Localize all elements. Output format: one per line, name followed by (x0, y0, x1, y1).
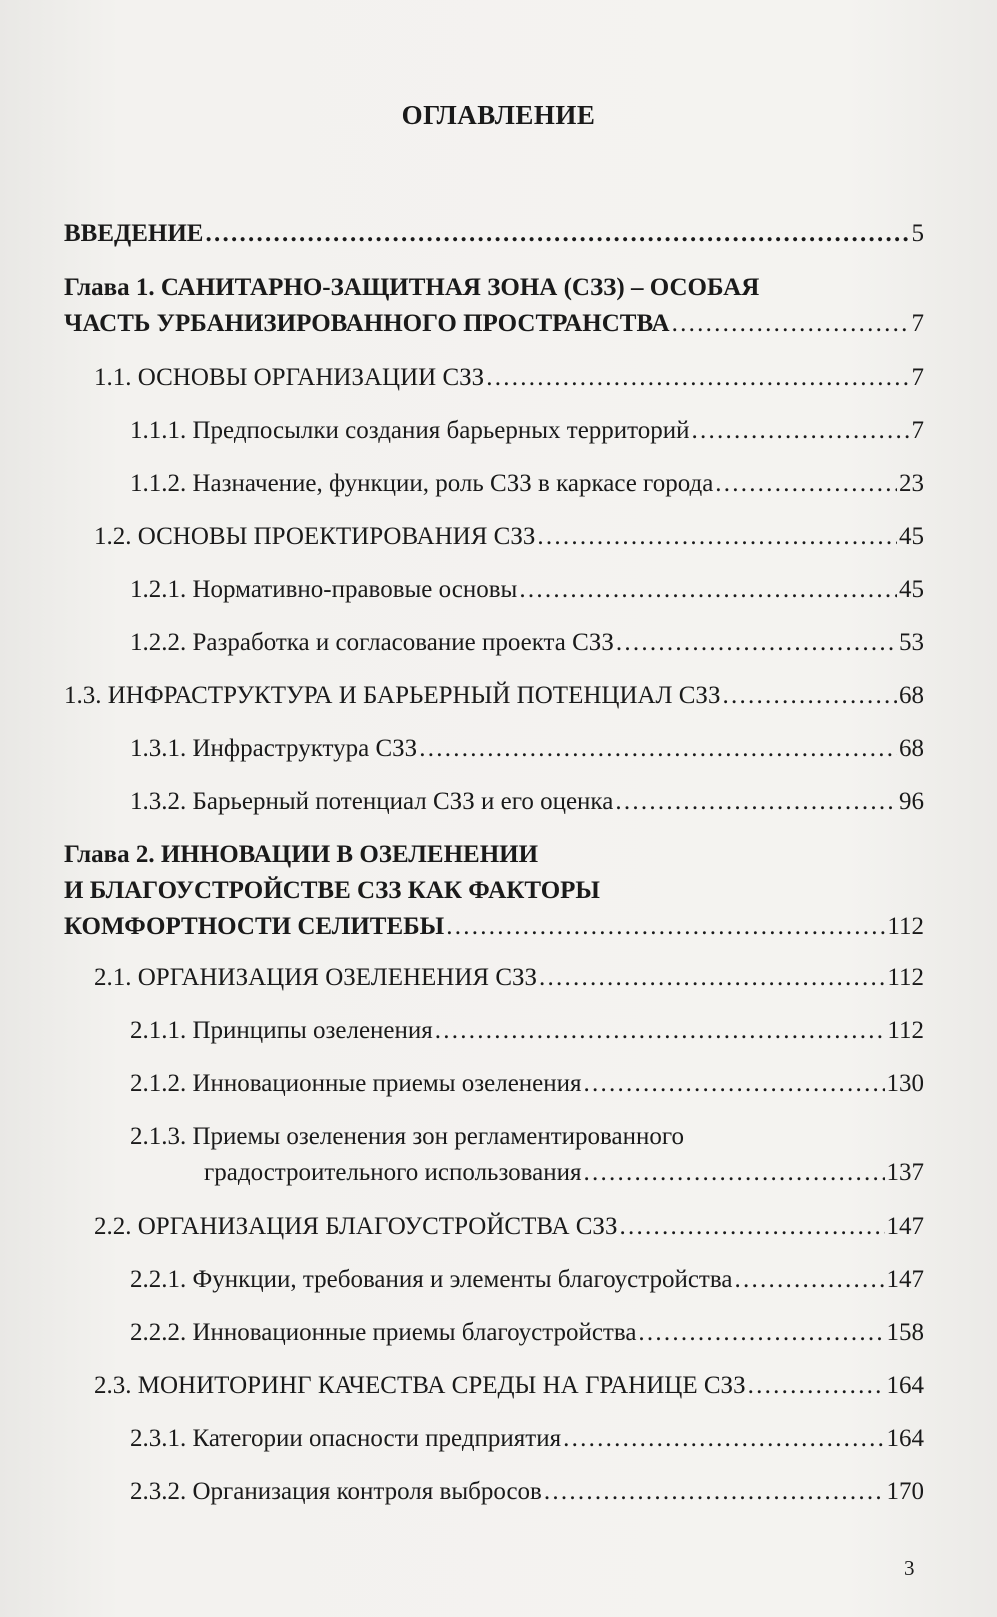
toc-page-number: 7 (911, 417, 924, 444)
toc-page-number: 147 (886, 1213, 924, 1240)
toc-entry-1-2-1[interactable] (64, 572, 924, 608)
toc-entry-label-line: градостроительного использования (204, 1159, 582, 1186)
toc-entry-label: 2.1. ОРГАНИЗАЦИЯ ОЗЕЛЕНЕНИЯ СЗЗ (94, 964, 538, 991)
toc-page-number: 130 (886, 1070, 924, 1097)
toc-entry-chapter-2[interactable] (64, 837, 924, 945)
toc-entry-1-2-2[interactable] (64, 625, 924, 661)
toc-entry-2-2[interactable] (64, 1209, 924, 1245)
toc-entry-label: 2.3. МОНИТОРИНГ КАЧЕСТВА СРЕДЫ НА ГРАНИЦЕ СЗЗ (94, 1372, 746, 1399)
toc-entry-label: ВВЕДЕНИЕ (64, 220, 204, 247)
toc-page-number: 45 (899, 523, 924, 550)
toc-page-number: 164 (886, 1425, 924, 1452)
toc-entry-intro[interactable] (64, 216, 924, 252)
toc-entry-label: 1.3.1. Инфраструктура СЗЗ (130, 735, 418, 762)
dot-leader (435, 1013, 886, 1049)
toc-entry-1-3-1[interactable] (64, 731, 924, 767)
toc-entry-label: 1.2.2. Разработка и согласование проекта СЗЗ (130, 629, 614, 656)
toc-page-number: 96 (899, 788, 924, 815)
toc-entry-label: 2.2.2. Инновационные приемы благоустройства (130, 1319, 637, 1346)
toc-entry-2-2-2[interactable] (64, 1315, 924, 1351)
toc-page-number: 68 (899, 682, 924, 709)
dot-leader (748, 1368, 885, 1404)
toc-entry-label: 1.1. ОСНОВЫ ОРГАНИЗАЦИИ СЗЗ (94, 364, 485, 391)
toc-page-number: 68 (899, 735, 924, 762)
toc-entry-2-3[interactable] (64, 1368, 924, 1404)
toc-entry-1-3-2[interactable] (64, 784, 924, 820)
toc-entry-label: 1.2.1. Нормативно-правовые основы (130, 576, 518, 603)
toc-chapter-title-line: И БЛАГОУСТРОЙСТВЕ СЗЗ КАК ФАКТОРЫ (64, 877, 600, 904)
toc-page-number: 164 (886, 1372, 924, 1399)
toc-page-number: 112 (887, 964, 924, 991)
dot-leader (619, 1209, 884, 1245)
toc-entry-1-1-1[interactable] (64, 413, 924, 449)
toc-entry-2-1-2[interactable] (64, 1066, 924, 1102)
toc-entry-1-1[interactable] (64, 360, 924, 396)
toc-entry-label: 1.3.2. Барьерный потенциал СЗЗ и его оценка (130, 788, 614, 815)
toc-page-number: 147 (886, 1266, 924, 1293)
toc-entry-label: 2.2. ОРГАНИЗАЦИЯ БЛАГОУСТРОЙСТВА СЗЗ (94, 1213, 618, 1240)
toc-page-number: 170 (886, 1478, 924, 1505)
dot-leader (584, 1155, 885, 1191)
toc-entry-2-2-1[interactable] (64, 1262, 924, 1298)
dot-leader (672, 306, 910, 342)
toc-page-number: 112 (887, 1017, 924, 1044)
toc-entry-2-3-2[interactable] (64, 1474, 924, 1510)
dot-leader (446, 909, 885, 945)
toc-entry-2-3-1[interactable] (64, 1421, 924, 1457)
toc-entry-chapter-1[interactable] (64, 270, 924, 342)
toc-chapter-title-line: КОМФОРТНОСТИ СЕЛИТЕБЫ (64, 913, 445, 940)
dot-leader (715, 466, 897, 502)
dot-leader (563, 1421, 884, 1457)
page-number: 3 (904, 1556, 915, 1580)
toc-chapter-title-line: Глава 1. САНИТАРНО-ЗАЩИТНАЯ ЗОНА (СЗЗ) – ОСОБАЯ (64, 274, 760, 301)
dot-leader (205, 216, 909, 252)
toc-entry-1-3[interactable] (64, 678, 924, 714)
dot-leader (584, 1066, 885, 1102)
dot-leader (638, 1315, 884, 1351)
toc-page-number: 7 (911, 364, 924, 391)
toc-entry-2-1-1[interactable] (64, 1013, 924, 1049)
toc-entry-1-1-2[interactable] (64, 466, 924, 502)
dot-leader (539, 960, 885, 996)
toc-page-number: 158 (886, 1319, 924, 1346)
toc-page-number: 45 (899, 576, 924, 603)
page-title: ОГЛАВЛЕНИЕ (401, 100, 596, 130)
toc-chapter-title-line: ЧАСТЬ УРБАНИЗИРОВАННОГО ПРОСТРАНСТВА (64, 310, 670, 337)
dot-leader (615, 784, 897, 820)
dot-leader (419, 731, 897, 767)
dot-leader (519, 572, 897, 608)
toc-entry-label: 2.2.1. Функции, требования и элементы благоустройства (130, 1266, 733, 1293)
toc-page-number: 5 (911, 220, 924, 247)
toc-entry-2-1[interactable] (64, 960, 924, 996)
toc-page-number: 137 (886, 1159, 924, 1186)
toc-entry-label: 2.1.2. Инновационные приемы озеленения (130, 1070, 582, 1097)
toc-page-number: 112 (887, 913, 924, 940)
toc-entry-2-1-3[interactable] (64, 1119, 924, 1191)
dot-leader (537, 519, 897, 555)
toc-entry-label: 1.1.1. Предпосылки создания барьерных территорий (130, 417, 690, 444)
toc-chapter-title-line: Глава 2. ИННОВАЦИИ В ОЗЕЛЕНЕНИИ (64, 841, 539, 868)
toc-entry-label: 1.1.2. Назначение, функции, роль СЗЗ в каркасе города (130, 470, 714, 497)
dot-leader (722, 678, 897, 714)
toc-entry-label: 1.3. ИНФРАСТРУКТУРА И БАРЬЕРНЫЙ ПОТЕНЦИАЛ СЗЗ (64, 682, 721, 709)
toc-page-number: 23 (899, 470, 924, 497)
toc-entry-label: 2.3.2. Организация контроля выбросов (130, 1478, 542, 1505)
toc-page-number: 7 (911, 310, 924, 337)
toc-entry-label: 1.2. ОСНОВЫ ПРОЕКТИРОВАНИЯ СЗЗ (94, 523, 536, 550)
dot-leader (486, 360, 909, 396)
dot-leader (734, 1262, 884, 1298)
toc-entry-label: 2.1.1. Принципы озеленения (130, 1017, 433, 1044)
dot-leader (544, 1474, 885, 1510)
toc-page-number: 53 (899, 629, 924, 656)
toc-entry-label-line: 2.1.3. Приемы озеленения зон регламентированного (130, 1123, 684, 1150)
dot-leader (616, 625, 897, 661)
toc-entry-1-2[interactable] (64, 519, 924, 555)
toc-entry-label: 2.3.1. Категории опасности предприятия (130, 1425, 562, 1452)
dot-leader (692, 413, 910, 449)
